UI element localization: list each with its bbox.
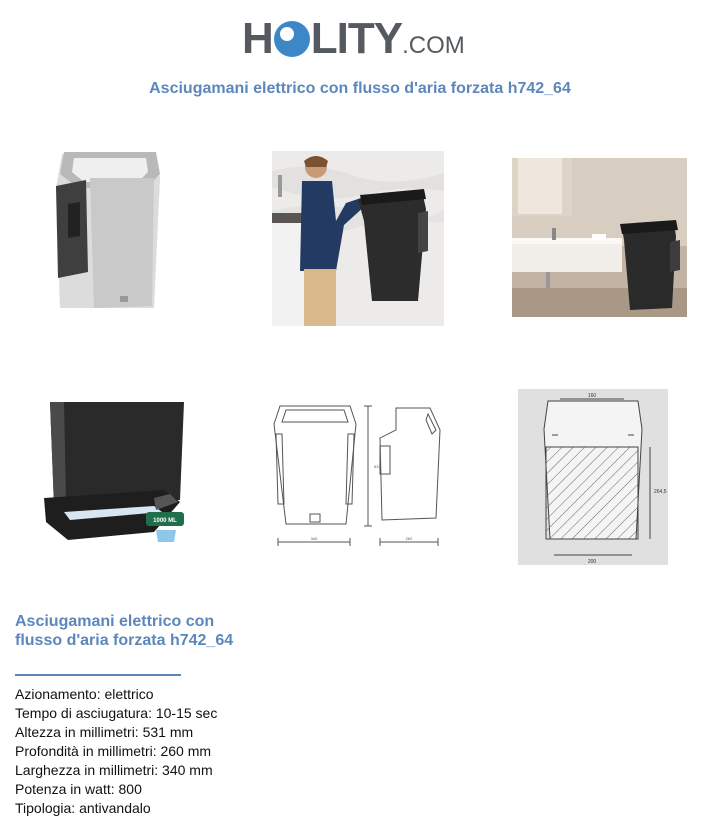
spec-item: Azionamento: elettrico (15, 686, 154, 702)
spec-item: Altezza in millimetri: 531 mm (15, 724, 194, 740)
technical-drawing-front-side[interactable] (240, 394, 480, 550)
product-title: Asciugamani elettrico con flusso d'aria forzata h742_64 (15, 613, 234, 649)
water-tank-detail-photo[interactable] (44, 402, 214, 545)
technical-drawing-mounting[interactable] (518, 389, 668, 565)
mount-dim-top: 160 (587, 393, 597, 399)
drawing-mounting-illustration (518, 389, 668, 565)
white-dryer-photo[interactable] (50, 148, 165, 318)
bathroom-installed-dryer-photo[interactable] (512, 158, 687, 317)
title-underline (15, 674, 181, 676)
logo-o-icon (274, 21, 310, 57)
spec-item: Tipologia: antivandalo (15, 800, 151, 816)
spec-item: Tempo di asciugatura: 10-15 sec (15, 705, 218, 721)
bathroom-illustration (512, 158, 687, 317)
holity-logo[interactable] (242, 12, 482, 68)
white-dryer-illustration (50, 148, 165, 318)
drawing-dim-depth: 262 (405, 536, 413, 541)
mount-dim-right: 264,5 (654, 489, 667, 495)
spec-item: Profondità in millimetri: 260 mm (15, 743, 212, 759)
child-dryer-illustration (272, 151, 444, 326)
spec-item: Larghezza in millimetri: 340 mm (15, 762, 213, 778)
drawing-dim-width: 340 (310, 536, 318, 541)
mount-dim-bottom: 200 (587, 559, 597, 565)
page-title: Asciugamani elettrico con flusso d'aria forzata h742_64 (149, 80, 571, 97)
logo-wordmark: H LITY.COM (242, 14, 465, 63)
drawing-dim-height: 531 (374, 464, 381, 469)
child-using-dryer-photo[interactable] (272, 151, 444, 326)
drawing-front-side-illustration (240, 394, 480, 550)
tank-capacity-badge: 1000 ML (153, 518, 177, 524)
spec-item: Potenza in watt: 800 (15, 781, 142, 797)
tank-detail-illustration (44, 402, 214, 545)
spec-list (15, 685, 217, 818)
